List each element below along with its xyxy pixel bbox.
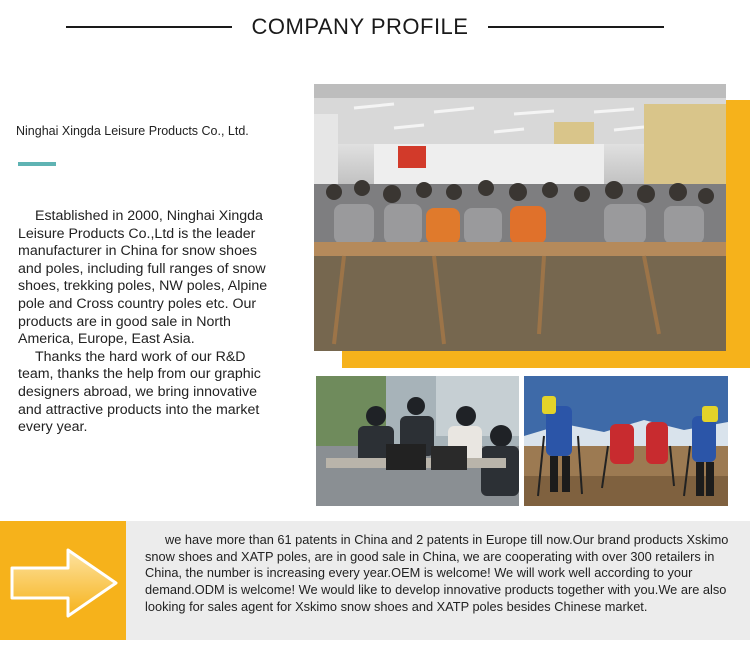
intro-paragraph-1: Established in 2000, Ninghai Xingda Leisure Products Co.,Ltd is the leader manufacturer in China for snow shoes and poles, including full ranges of snow shoes, trekking poles, NW poles, Alpine pole and Cross country poles etc. Our products are in good sale in North America, Europe, East Asia. bbox=[18, 208, 268, 348]
intro-text bbox=[18, 208, 280, 437]
header-rule-left bbox=[66, 26, 232, 28]
teal-divider bbox=[18, 162, 56, 166]
header-rule-right bbox=[488, 26, 664, 28]
photo-office-meeting bbox=[316, 376, 519, 506]
banner-text bbox=[145, 532, 743, 616]
photo-mountain-hikers bbox=[524, 376, 728, 506]
banner-paragraph: we have more than 61 patents in China and 2 patents in Europe till now.Our brand products Xskimo snow shoes and XATP poles, are in good sale in China, we are cooperating with over 300 retailers in China, the number is increasing every year.OEM is welcome! We will work well according to your demand.ODM is welcome! We would like to develop innovative products together with you.We are also looking for sales agent for Xskimo snow shoes and XATP poles besides Chinese market. bbox=[145, 532, 729, 614]
photo-training-room bbox=[314, 84, 726, 351]
right-arrow-icon bbox=[8, 546, 120, 620]
company-name: Ninghai Xingda Leisure Products Co., Ltd. bbox=[16, 124, 249, 138]
page-title: COMPANY PROFILE bbox=[251, 14, 469, 39]
intro-paragraph-2: Thanks the hard work of our R&D team, thanks the help from our graphic designers abroad, we bring innovative and attractive products into the market every year. bbox=[18, 348, 261, 436]
